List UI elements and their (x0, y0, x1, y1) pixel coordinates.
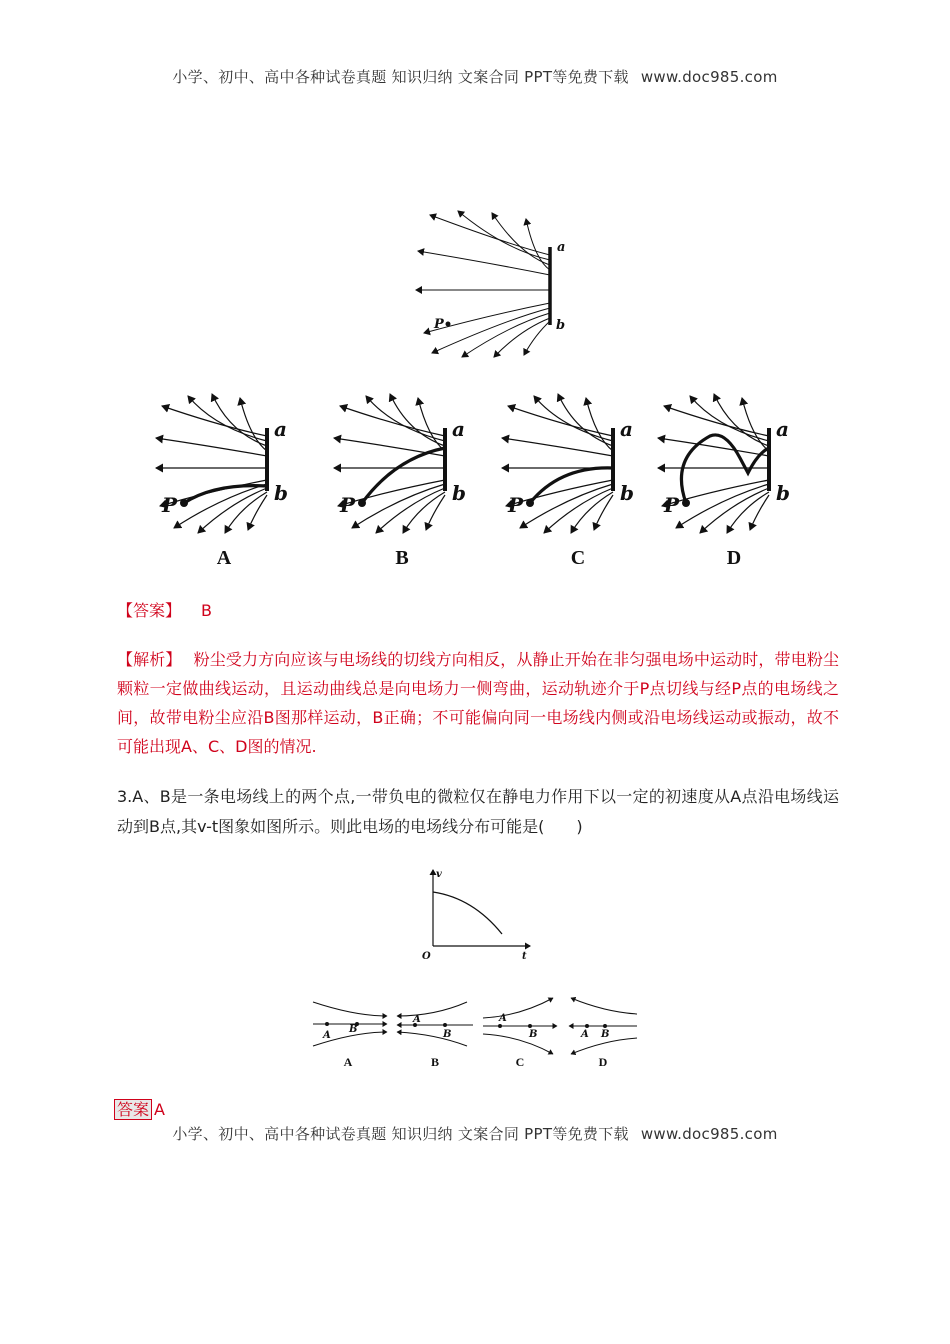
answer-1-label: 【答案】 (117, 601, 182, 620)
label-p: P (434, 317, 444, 332)
fig2-d-point-a: A (581, 1029, 589, 1040)
field-lines-options (305, 990, 645, 1070)
answer-1 (117, 598, 212, 621)
answer-1-value: B (201, 601, 212, 620)
answer-2 (114, 1097, 165, 1120)
header-site: www.doc985.com (640, 68, 778, 86)
label-a: a (557, 240, 566, 255)
axis-t-label: t (522, 951, 527, 962)
option-d-figure (658, 394, 790, 569)
option-c-label: C (570, 547, 586, 569)
footer-text: 小学、初中、高中各种试卷真题 知识归纳 文案合同 PPT等免费下载 (172, 1125, 629, 1143)
header-text: 小学、初中、高中各种试卷真题 知识归纳 文案合同 PPT等免费下载 (172, 68, 629, 86)
vt-graph (418, 866, 538, 966)
question-3: 3.A、B是一条电场线上的两个点,一带负电的微粒仅在静电力作用下以一定的初速度从A点沿电场线运动到B点,其v-t图象如图所示。则此电场的电场线分布可能是( ) (117, 787, 839, 836)
analysis-paragraph (117, 645, 839, 761)
axis-v-label: v (436, 869, 442, 880)
fig2-a-point-b: B (349, 1024, 358, 1035)
fig2-b-point-a: A (413, 1014, 421, 1025)
fig2-a-point-a: A (323, 1030, 331, 1041)
analysis-label: 【解析】 (117, 650, 182, 669)
fig2-c-point-b: B (529, 1029, 538, 1040)
page-header (0, 66, 950, 87)
fig2-c-point-a: A (499, 1013, 507, 1024)
answer-2-label: 答案 (114, 1099, 152, 1120)
option-b-figure (334, 394, 466, 569)
footer-site: www.doc985.com (640, 1125, 778, 1143)
option-c-figure (502, 394, 634, 569)
option-d-label: D (726, 547, 742, 569)
field-options-diagram (150, 388, 800, 573)
page-footer (0, 1123, 950, 1144)
fig2-option-b: B (430, 1055, 440, 1069)
fig2-d-point-b: B (601, 1029, 610, 1040)
field-main-diagram (410, 205, 580, 360)
option-b-label: B (395, 547, 409, 569)
origin-label: O (422, 951, 431, 962)
label-b: b (556, 318, 566, 333)
answer-2-value: A (154, 1100, 165, 1119)
option-a-figure (156, 394, 288, 569)
fig2-b-point-b: B (443, 1029, 452, 1040)
analysis-text: 粉尘受力方向应该与电场线的切线方向相反，从静止开始在非匀强电场中运动时，带电粉尘颗粒一定做曲线运动，且运动曲线总是向电场力一侧弯曲，运动轨迹介于P点切线与经P点的电场线之间，故带电粉尘应沿B图那样运动，B正确；不可能偏向同一电场线内侧或沿电场线运动或振动，故不可能出现A、C、D图的情况. (117, 650, 839, 756)
fig2-option-a: A (343, 1055, 353, 1069)
fig2-option-d: D (598, 1055, 608, 1069)
option-a-label: A (216, 547, 232, 569)
fig2-option-c: C (515, 1055, 525, 1069)
